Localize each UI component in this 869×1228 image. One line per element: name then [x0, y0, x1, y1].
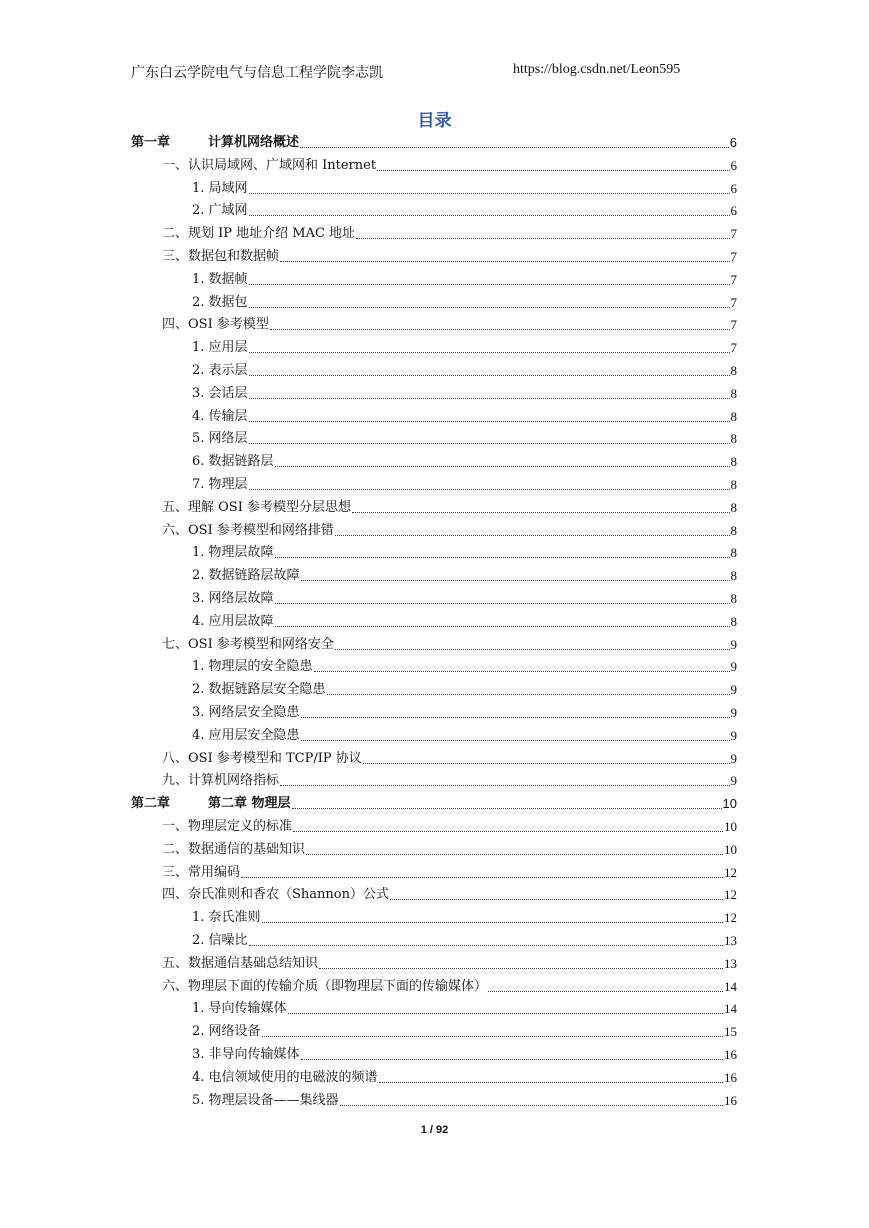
toc-dot-leader — [292, 808, 722, 809]
toc-page-number: 7 — [730, 340, 737, 356]
toc-page-number: 8 — [730, 545, 737, 561]
toc-entry[interactable] — [162, 770, 737, 792]
toc-dot-leader — [249, 443, 730, 444]
toc-entry[interactable] — [162, 246, 737, 268]
toc-dot-leader — [319, 968, 723, 969]
toc-dot-leader — [249, 375, 730, 376]
toc-dot-leader — [293, 831, 723, 832]
toc-chapter-number: 第二章 — [131, 796, 171, 812]
toc-entry[interactable] — [192, 930, 737, 952]
toc-dot-leader — [301, 740, 730, 741]
toc-dot-leader — [335, 535, 730, 536]
toc-dot-leader — [363, 763, 730, 764]
toc-page-number: 14 — [724, 1001, 737, 1017]
toc-page-number: 8 — [730, 454, 737, 470]
toc-page-number: 16 — [724, 1047, 737, 1062]
toc-entry-label: 计算机网络概述 — [208, 135, 300, 150]
toc-entry-label: 1. 物理层故障 — [192, 545, 274, 561]
toc-entry-label: 五、理解 OSI 参考模型分层思想 — [162, 499, 351, 515]
toc-entry-label: 4. 应用层故障 — [192, 613, 274, 629]
toc-dot-leader — [241, 877, 723, 878]
toc-entry-label: 2. 数据链路层故障 — [192, 568, 300, 584]
toc-dot-leader — [327, 694, 730, 695]
toc-entry-label: 四、OSI 参考模型 — [162, 317, 269, 333]
toc-dot-leader — [340, 1105, 723, 1106]
toc-dot-leader — [280, 261, 729, 262]
toc-entry-label: 一、物理层定义的标准 — [162, 819, 293, 834]
header-url[interactable]: https://blog.csdn.net/Leon595 — [513, 62, 681, 77]
toc-page-number: 7 — [730, 317, 737, 333]
toc-entry[interactable] — [192, 474, 737, 496]
toc-title: 目录 — [417, 111, 452, 131]
toc-entry[interactable] — [192, 725, 737, 747]
toc-entry[interactable] — [192, 178, 737, 200]
toc-dot-leader — [249, 489, 730, 490]
toc-entry-label: 四、奈氏准则和香农（Shannon）公式 — [162, 887, 389, 903]
toc-dot-leader — [356, 238, 729, 239]
toc-entry-label: 2. 数据链路层安全隐患 — [192, 682, 326, 698]
toc-entry-label: 3. 非导向传输媒体 — [192, 1047, 300, 1062]
toc-entry[interactable] — [162, 223, 737, 245]
toc-entry[interactable] — [131, 793, 737, 815]
toc-page-number: 9 — [730, 773, 737, 789]
toc-dot-leader — [270, 329, 730, 330]
toc-page-number: 13 — [724, 955, 737, 971]
toc-dot-leader — [301, 580, 730, 581]
toc-entry-label: 二、数据通信的基础知识 — [162, 841, 306, 857]
toc-entry-label: 3. 会话层 — [192, 385, 248, 401]
toc-page-number: 8 — [730, 522, 737, 538]
toc-entry[interactable] — [192, 907, 737, 929]
toc-entry-label: 第二章 物理层 — [208, 796, 291, 812]
toc-entry-label: 1. 物理层的安全隐患 — [192, 659, 313, 675]
toc-dot-leader — [301, 1059, 723, 1060]
toc-entry-label: 3. 网络层故障 — [192, 591, 274, 606]
toc-entry-label: 5. 网络层 — [192, 431, 248, 447]
toc-entry-label: 2. 数据包 — [192, 294, 248, 310]
toc-dot-leader — [288, 1013, 723, 1014]
toc-dot-leader — [262, 922, 723, 923]
toc-entry[interactable] — [162, 314, 737, 336]
toc-entry-label: 1. 局域网 — [192, 180, 248, 196]
toc-page-number: 9 — [730, 682, 737, 698]
toc-entry-label: 1. 导向传输媒体 — [192, 1001, 287, 1017]
toc-entry-label: 二、规划 IP 地址介绍 MAC 地址 — [162, 226, 356, 242]
toc-entry-label: 3. 网络层安全隐患 — [192, 705, 300, 720]
toc-page-number: 16 — [724, 1069, 737, 1085]
toc-entry[interactable] — [192, 337, 737, 359]
toc-entry[interactable] — [192, 1067, 737, 1089]
toc-entry[interactable] — [162, 748, 737, 770]
toc-entry[interactable] — [162, 976, 737, 998]
toc-page-number: 9 — [730, 636, 737, 652]
toc-entry[interactable] — [192, 588, 737, 610]
toc-entry[interactable] — [192, 656, 737, 678]
toc-page-number: 6 — [730, 157, 737, 173]
toc-page-number: 7 — [730, 271, 737, 287]
toc-entry-label: 六、物理层下面的传输介质（即物理层下面的传输媒体） — [162, 978, 488, 994]
toc-entry[interactable] — [192, 542, 737, 564]
toc-dot-leader — [377, 170, 729, 171]
toc-page-number: 13 — [724, 933, 737, 948]
toc-page-number: 10 — [724, 841, 737, 857]
toc-entry[interactable] — [192, 702, 737, 724]
toc-entry[interactable] — [192, 360, 737, 382]
toc-entry[interactable] — [162, 953, 737, 975]
toc-page-number: 8 — [730, 477, 737, 492]
toc-entry[interactable] — [192, 292, 737, 314]
toc-entry-label: 1. 奈氏准则 — [192, 910, 261, 926]
toc-dot-leader — [249, 284, 730, 285]
toc-page-number: 14 — [724, 978, 737, 994]
toc-entry-label: 2. 表示层 — [192, 363, 248, 378]
toc-dot-leader — [275, 626, 730, 627]
toc-chapter-number: 第一章 — [131, 135, 171, 150]
toc-entry-label: 1. 数据帧 — [192, 271, 248, 287]
toc-dot-leader — [306, 854, 723, 855]
toc-entry-label: 4. 应用层安全隐患 — [192, 727, 300, 743]
toc-entry-label: 5. 物理层设备——集线器 — [192, 1092, 339, 1108]
toc-entry[interactable] — [192, 611, 737, 633]
toc-entry[interactable] — [162, 634, 737, 656]
toc-dot-leader — [335, 649, 730, 650]
page-number: 1 / 92 — [420, 1124, 449, 1136]
toc-entry[interactable] — [162, 839, 737, 861]
toc-page-number: 7 — [730, 294, 737, 310]
toc-dot-leader — [314, 671, 730, 672]
toc-entry[interactable] — [131, 132, 737, 154]
toc-dot-leader — [249, 307, 730, 308]
toc-entry[interactable] — [192, 1021, 737, 1043]
toc-dot-leader — [249, 193, 730, 194]
toc-dot-leader — [275, 557, 730, 558]
toc-entry-label: 五、数据通信基础总结知识 — [162, 955, 319, 971]
toc-entry-label: 1. 应用层 — [192, 340, 248, 356]
toc-entry[interactable] — [192, 428, 737, 450]
toc-page-number: 12 — [724, 864, 737, 880]
toc-entry[interactable] — [192, 451, 737, 473]
toc-entry-label: 七、OSI 参考模型和网络安全 — [162, 636, 334, 652]
toc-page-number: 8 — [730, 363, 737, 378]
toc-page-number: 8 — [730, 408, 737, 424]
toc-page-number: 9 — [730, 750, 737, 766]
toc-entry-label: 6. 数据链路层 — [192, 454, 274, 470]
toc-page-number: 7 — [730, 249, 737, 264]
toc-entry[interactable] — [162, 155, 737, 177]
toc-entry[interactable] — [192, 1044, 737, 1066]
toc-entry[interactable] — [162, 862, 737, 884]
toc-page-number: 8 — [730, 613, 737, 629]
toc-entry[interactable] — [192, 383, 737, 405]
toc-dot-leader — [300, 147, 729, 148]
toc-entry-label: 2. 网络设备 — [192, 1024, 261, 1040]
toc-page-number: 6 — [729, 135, 737, 150]
toc-page-number: 7 — [730, 226, 737, 242]
toc-entry-label: 4. 电信领域使用的电磁波的频谱 — [192, 1069, 378, 1085]
toc-page-number: 15 — [724, 1024, 737, 1040]
toc-entry-label: 一、认识局域网、广域网和 Internet — [162, 157, 377, 173]
toc-dot-leader — [249, 945, 723, 946]
toc-dot-leader — [301, 717, 730, 718]
toc-page-number: 16 — [724, 1092, 737, 1108]
toc-dot-leader — [488, 991, 723, 992]
toc-dot-leader — [275, 603, 730, 604]
toc-dot-leader — [379, 1082, 723, 1083]
toc-entry-label: 4. 传输层 — [192, 408, 248, 424]
toc-entry[interactable] — [192, 565, 737, 587]
toc-dot-leader — [249, 398, 730, 399]
toc-page-number: 10 — [722, 796, 737, 812]
header-author: 广东白云学院电气与信息工程学院李志凯 — [131, 65, 383, 81]
toc-entry[interactable] — [192, 998, 737, 1020]
toc-page-number: 8 — [730, 499, 737, 515]
toc-page-number: 8 — [730, 385, 737, 401]
toc-page-number: 9 — [730, 659, 737, 675]
toc-page-number: 8 — [730, 568, 737, 584]
toc-entry-label: 六、OSI 参考模型和网络排错 — [162, 522, 334, 538]
toc-page-number: 12 — [724, 910, 737, 926]
toc-dot-leader — [249, 352, 730, 353]
toc-page-number: 12 — [724, 887, 737, 903]
toc-dot-leader — [249, 421, 730, 422]
toc-entry-label: 7. 物理层 — [192, 477, 248, 492]
toc-dot-leader — [249, 215, 730, 216]
toc-dot-leader — [275, 466, 730, 467]
toc-page-number: 8 — [730, 431, 737, 447]
toc-entry-label: 九、计算机网络指标 — [162, 773, 280, 789]
toc-entry[interactable] — [162, 816, 737, 838]
toc-entry[interactable] — [162, 884, 737, 906]
toc-entry-label: 2. 广域网 — [192, 203, 248, 219]
toc-entry-label: 三、常用编码 — [162, 864, 241, 880]
toc-page-number: 10 — [724, 819, 737, 834]
toc-entry[interactable] — [192, 200, 737, 222]
toc-entry[interactable] — [162, 497, 737, 519]
toc-dot-leader — [352, 512, 730, 513]
toc-entry[interactable] — [192, 679, 737, 701]
toc-dot-leader — [262, 1036, 723, 1037]
toc-entry[interactable] — [162, 520, 737, 542]
toc-dot-leader — [280, 785, 729, 786]
toc-dot-leader — [390, 899, 723, 900]
toc-page-number: 6 — [730, 180, 737, 196]
toc-entry[interactable] — [192, 1090, 737, 1112]
toc-entry-label: 八、OSI 参考模型和 TCP/IP 协议 — [162, 750, 362, 766]
toc-page-number: 9 — [730, 727, 737, 743]
toc-page-number: 8 — [730, 591, 737, 606]
toc-entry-label: 2. 信噪比 — [192, 933, 248, 948]
toc-entry[interactable] — [192, 269, 737, 291]
toc-entry[interactable] — [192, 406, 737, 428]
toc-page-number: 9 — [730, 705, 737, 720]
toc-page-number: 6 — [730, 203, 737, 219]
toc-entry-label: 三、数据包和数据帧 — [162, 249, 280, 264]
